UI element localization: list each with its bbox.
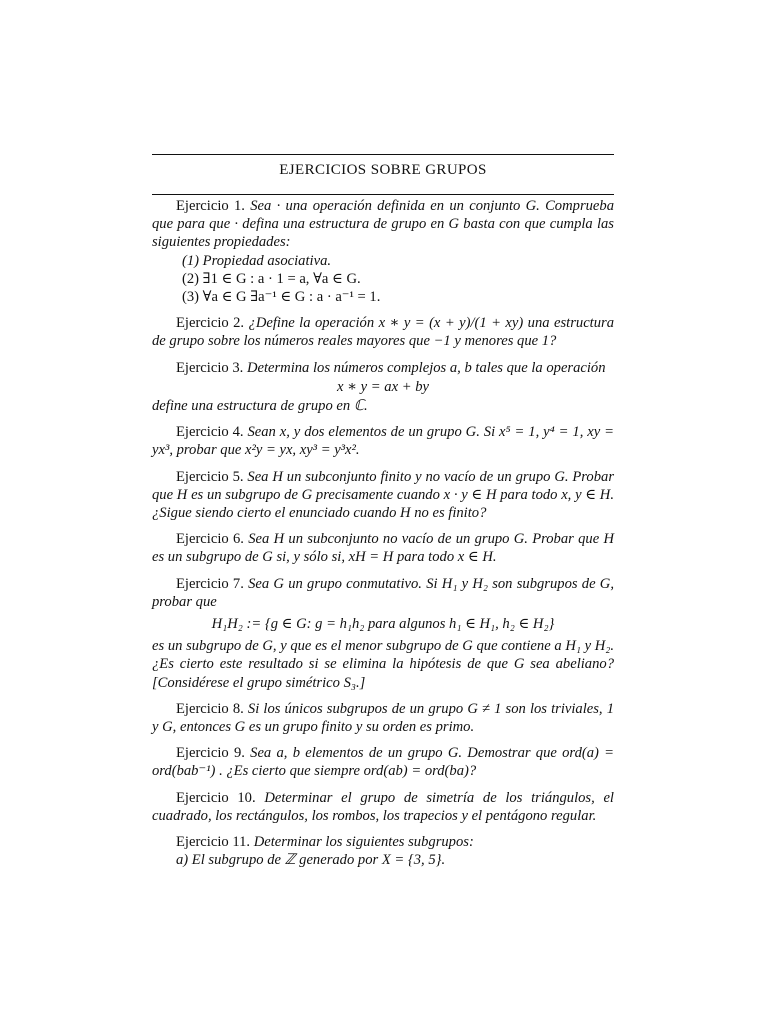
exercise-label: Ejercicio [176, 198, 229, 214]
exercise-label: Ejercicio [176, 575, 229, 592]
exercise-number: 5. [232, 468, 244, 485]
exercise-text: Sea · una operación definida en un conjunto G. Comprueba que para que · defina una estructura de grupo en G basta con que cumpla las siguientes propiedades: [152, 198, 614, 251]
exercise-number: 1. [233, 198, 245, 214]
exercise-text: Determinar el grupo de simetría de los triángulos, el cuadrado, los rectángulos, los rombos, los trapecios y el pentágono regular. [152, 789, 614, 824]
exercise-text: Determina los números complejos a, b tales que la operación [246, 359, 606, 376]
exercise-11 [152, 833, 614, 851]
exercise-label: Ejercicio [176, 834, 229, 851]
exercise-number: 9. [233, 745, 245, 762]
exercise-7-continuation: es un subgrupo de G, y que es el menor subgrupo de G que contiene a H₁ y H₂. ¿Es cierto este resultado si se elimina la hipótesis de que G sea abeliano? [Considérese el grupo simétrico S₃.] [152, 638, 614, 691]
exercise-label: Ejercicio [176, 424, 229, 441]
exercise-6 [152, 530, 614, 566]
exercise-11-item-a: a) El subgrupo de ℤ generado por X = {3, 5}. [176, 852, 446, 869]
exercise-1 [152, 197, 614, 252]
exercise-5 [152, 468, 614, 523]
exercise-text: Sea a, b elementos de un grupo G. Demostrar que ord(a) = ord(bab⁻¹) . ¿Es cierto que siempre ord(ab) = ord(ba)? [152, 745, 614, 780]
exercise-text: Determinar los siguientes subgrupos: [253, 834, 474, 851]
exercise-number: 4. [232, 424, 244, 441]
exercise-text: Sea H un subconjunto finito y no vacío de un grupo G. Probar que H es un subgrupo de G precisamente cuando x · y ∈ H para todo x, y ∈ H. ¿Sigue siendo cierto el enunciado cuando H no es finito? [152, 468, 614, 522]
exercise-list [152, 197, 614, 870]
exercise-label: Ejercicio [176, 789, 229, 806]
top-rule [152, 154, 614, 155]
exercise-text: Sean x, y dos elementos de un grupo G. Si x⁵ = 1, y⁴ = 1, xy = yx³, probar que x²y = yx, xy³ = y³x². [152, 424, 614, 459]
exercise-label: Ejercicio [176, 700, 229, 717]
exercise-8 [152, 700, 614, 736]
exercise-1-item-3: (3) ∀a ∈ G ∃a⁻¹ ∈ G : a · a⁻¹ = 1. [182, 289, 381, 306]
exercise-label: Ejercicio [176, 468, 229, 485]
exercise-2 [152, 314, 614, 350]
exercise-3-display-formula: x ∗ y = ax + by [336, 378, 429, 395]
title-rule [152, 194, 614, 195]
exercise-number: 3. [232, 359, 244, 376]
page-title: EJERCICIOS SOBRE GRUPOS [279, 162, 487, 178]
exercise-1-item-1: (1) Propiedad asociativa. [182, 252, 332, 269]
exercise-text: ¿Define la operación x ∗ y = (x + y)/(1 + xy) una estructura de grupo sobre los números reales mayores que −1 y menores que 1? [152, 315, 615, 350]
exercise-label: Ejercicio [176, 531, 229, 548]
exercise-label: Ejercicio [176, 359, 229, 376]
exercise-10 [152, 789, 614, 825]
exercise-number: 10. [237, 789, 256, 806]
exercise-number: 6. [232, 531, 244, 548]
document-page [152, 0, 614, 1024]
exercise-7-display-formula: H₁H₂ := {g ∈ G: g = h₁h₂ para algunos h₁ ∈ H₁, h₂ ∈ H₂} [211, 616, 555, 633]
exercise-number: 7. [232, 575, 244, 592]
exercise-9 [152, 744, 614, 780]
exercise-text: Si los únicos subgrupos de un grupo G ≠ 1 son los triviales, 1 y G, entonces G es un grupo finito y su orden es primo. [152, 700, 614, 736]
exercise-3 [152, 359, 614, 377]
exercise-4 [152, 423, 614, 459]
exercise-number: 2. [233, 315, 245, 332]
exercise-text: Sea G un grupo conmutativo. Si H₁ y H₂ son subgrupos de G, probar que [152, 575, 614, 610]
exercise-number: 8. [232, 700, 244, 717]
exercise-label: Ejercicio [176, 745, 229, 762]
exercise-label: Ejercicio [176, 315, 229, 332]
exercise-number: 11. [232, 834, 251, 851]
exercise-1-item-2: (2) ∃1 ∈ G : a · 1 = a, ∀a ∈ G. [182, 270, 361, 287]
exercise-3-continuation: define una estructura de grupo en ℂ. [152, 398, 368, 415]
exercise-text: Sea H un subconjunto no vacío de un grupo G. Probar que H es un subgrupo de G si, y sólo si, xH = H para todo x ∈ H. [152, 531, 615, 566]
exercise-7 [152, 575, 614, 611]
